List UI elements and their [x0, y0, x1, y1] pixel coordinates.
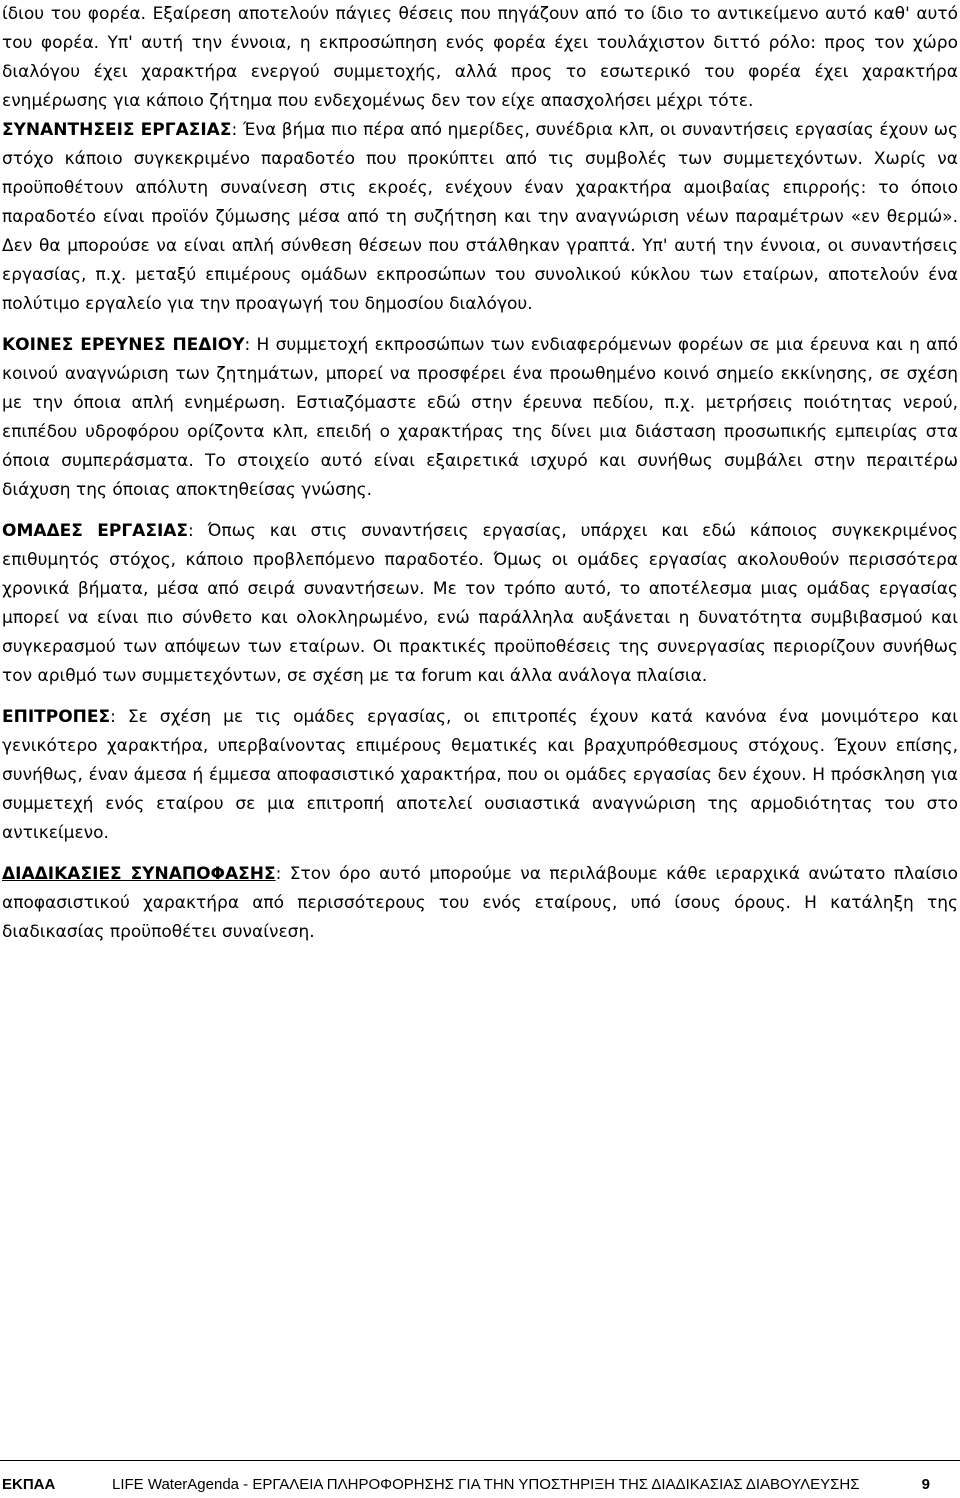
paragraph-text: : Σε σχέση με τις ομάδες εργασίας, οι επιτροπές έχουν κατά κανόνα ένα μονιμότερο και γενικότερο χαρακτήρα, υπερβαίνοντας επιμέρους θεματικές και βραχυπρόθεσμους στόχους. Έχουν επίσης, συνήθως, έναν άμεσα ή έμμεσα αποφασιστικό χαρακτήρα, που οι ομάδες εργασίας δεν έχουν. Η πρόσκληση για συμμετεχή ενός εταίρου σε μια επιτροπή αποτελεί ουσιαστικά αναγνώριση της αρμοδιότητας του στο αντικείμενο.	[2, 707, 958, 843]
paragraph-representation	[2, 0, 958, 116]
page-number: 9	[921, 1476, 930, 1493]
paragraph-work-meetings	[2, 116, 958, 319]
paragraph-text: : Όπως και στις συναντήσεις εργασίας, υπάρχει και εδώ κάποιος συγκεκριμένος επιθυμητός στόχος, κάποιο προβλεπόμενο παραδοτέο. Όμως οι ομάδες εργασίας ακολουθούν περισσότερα χρονικά βήματα, μέσα από σειρά συναντήσεων. Με τον τρόπο αυτό, το αποτέλεσμα μιας ομάδας εργασίας μπορεί να είναι πιο σύνθετο και ολοκληρωμένο, ενώ παράλληλα αυξάνεται η δυνατότητα συμβιβασμού και συγκερασμού των απόψεων των εταίρων. Οι πρακτικές προϋποθέσεις της συνεργασίας περιορίζουν συνήθως τον αριθμό των συμμετεχόντων, σε σχέση με τα forum και άλλα ανάλογα πλαίσια.	[2, 521, 958, 686]
paragraph-text: : Η συμμετοχή εκπροσώπων των ενδιαφερόμενων φορέων σε μια έρευνα και η από κοινού αναγνώριση των ζητημάτων, μπορεί να προσφέρει ένα προωθημένο κοινό σημείο εκκίνησης, σε σχέση με την όποια απλή ενημέρωση. Εστιαζόμαστε εδώ στην έρευνα πεδίου, π.χ. μετρήσεις ποιότητας νερού, επιπέδου υδροφόρου ορίζοντα κλπ, επειδή ο χαρακτήρας της δίνει μια διάσταση προσωπικής εμπειρίας στα όποια συμπεράσματα. Το στοιχείο αυτό είναι εξαιρετικά ισχυρό και συνήθως συμβάλει στην περαιτέρω διάχυση της όποιας αποκτηθείσας γνώσης.	[2, 335, 958, 500]
paragraph-co-decision	[2, 860, 958, 947]
section-term: ΟΜΑΔΕΣ ΕΡΓΑΣΙΑΣ	[2, 521, 189, 541]
footer-row	[0, 1476, 960, 1498]
section-term: ΕΠΙΤΡΟΠΕΣ	[2, 707, 111, 727]
paragraph-text: : Ένα βήμα πιο πέρα από ημερίδες, συνέδρια κλπ, οι συναντήσεις εργασίας έχουν ως στόχο κάποιο συγκεκριμένο παραδοτέο που προκύπτει από τις συμβολές των συμμετεχόντων. Χωρίς να προϋποθέτουν απόλυτη συναίνεση στις εκροές, ενέχουν έναν χαρακτήρα αμοιβαίας επιρροής: το όποιο παραδοτέο είναι προϊόν ζύμωσης μέσα από τη συζήτηση και την αναγνώριση νέων παραμέτρων «εν θερμώ». Δεν θα μπορούσε να είναι απλή σύνθεση θέσεων που στάλθηκαν γραπτά. Υπ' αυτή την έννοια, οι συναντήσεις εργασίας, π.χ. μεταξύ επιμέρους ομάδων εκπροσώπων του συνολικού κύκλου των εταίρων, αποτελούν ένα πολύτιμο εργαλείο για την προαγωγή του δημοσίου διαλόγου.	[2, 120, 958, 314]
footer-title: LIFE WaterAgenda - ΕΡΓΑΛΕΙΑ ΠΛΗΡΟΦΟΡΗΣΗΣ ΓΙΑ ΤΗΝ ΥΠΟΣΤΗΡΙΞΗ ΤΗΣ ΔΙΑΔΙΚΑΣΙΑΣ ΔΙΑΒΟΥΛΕΥΣΗΣ	[112, 1476, 860, 1493]
paragraph-text: : Στον όρο αυτό μπορούμε να περιλάβουμε κάθε ιεραρχικά ανώτατο πλαίσιο αποφασιστικού χαρακτήρα από περισσότερους του ενός εταίρους, υπό ίσους όρους. Η κατάληξη της διαδικασίας προϋποθέτει συναίνεση.	[2, 864, 958, 942]
paragraph-text: ίδιου του φορέα. Εξαίρεση αποτελούν πάγιες θέσεις που πηγάζουν από το ίδιο το αντικείμενο αυτό καθ' αυτό του φορέα. Υπ' αυτή την έννοια, η εκπροσώπηση ενός φορέα έχει τουλάχιστον διττό ρόλο: προς τον χώρο διαλόγου έχει χαρακτήρα ενεργού συμμετοχής, αλλά προς το εσωτερικό του φορέα έχει χαρακτήρα ενημέρωσης για κάποιο ζήτημα που ενδεχομένως δεν τον είχε απασχολήσει μέχρι τότε.	[2, 4, 958, 111]
paragraph-committees	[2, 703, 958, 848]
document-body	[2, 0, 958, 947]
footer-organization: ΕΚΠΑΑ	[2, 1476, 56, 1493]
page-footer	[0, 1460, 960, 1493]
section-term: ΔΙΑΔΙΚΑΣΙΕΣ ΣΥΝΑΠΟΦΑΣΗΣ	[2, 864, 276, 884]
section-term: ΚΟΙΝΕΣ ΕΡΕΥΝΕΣ ΠΕΔΙΟΥ	[2, 335, 245, 355]
section-term: ΣΥΝΑΝΤΗΣΕΙΣ ΕΡΓΑΣΙΑΣ	[2, 120, 232, 140]
paragraph-work-groups	[2, 517, 958, 691]
paragraph-field-research	[2, 331, 958, 505]
